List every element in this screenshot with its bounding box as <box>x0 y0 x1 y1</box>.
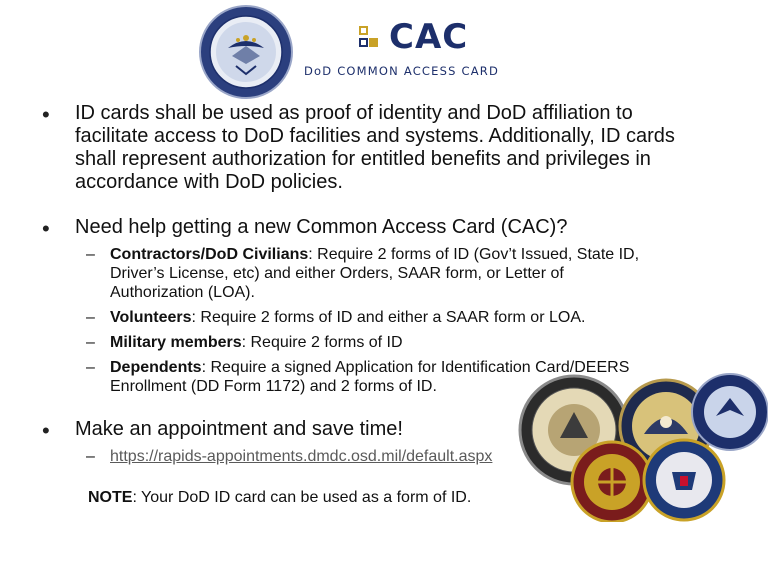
bullet-icon: • <box>42 418 50 443</box>
subitem-text: : Require 2 forms of ID and either a SAAR form or LOA. <box>191 309 586 326</box>
dash-icon: – <box>86 309 95 326</box>
cac-logo <box>303 17 543 84</box>
appointment-link[interactable]: https://rapids-appointments.dmdc.osd.mil/default.aspx <box>110 448 493 465</box>
note-label: NOTE <box>88 489 133 506</box>
appointment-link-row <box>110 447 492 466</box>
subitem-text: Authorization (LOA). <box>110 284 255 301</box>
dash-icon: – <box>86 246 95 263</box>
coast-guard-seal-icon <box>644 440 724 520</box>
service-seals-image <box>516 372 768 522</box>
dash-icon: – <box>86 359 95 376</box>
subitem-text: Enrollment (DD Form 1172) and 2 forms of ID. <box>110 378 437 395</box>
bullet-1-text <box>75 102 675 194</box>
subitem-text: Driver’s License, etc) and either Orders, SAAR form, or Letter of <box>110 265 564 282</box>
subitem-contractors <box>110 245 639 302</box>
subitem-label: Dependents <box>110 359 202 376</box>
subitem-volunteers <box>110 308 585 327</box>
bullet-1-line: ID cards shall be used as proof of identity and DoD affiliation to <box>75 102 633 124</box>
subitem-military <box>110 333 403 352</box>
bullet-1-line: shall represent authorization for entitled benefits and privileges in <box>75 148 651 170</box>
dash-icon: – <box>86 448 95 465</box>
cac-title: CAC <box>389 17 469 57</box>
cac-squares-icon <box>359 26 381 50</box>
bullet-2-text: Need help getting a new Common Access Card (CAC)? <box>75 216 568 238</box>
subitem-label: Military members <box>110 334 242 351</box>
subitem-label: Volunteers <box>110 309 192 326</box>
marine-corps-seal-icon <box>572 442 652 522</box>
bullet-1-line: facilitate access to DoD facilities and systems. Additionally, ID cards <box>75 125 675 147</box>
bullet-3-text: Make an appointment and save time! <box>75 418 403 440</box>
cac-subtitle: DoD COMMON ACCESS CARD <box>304 64 500 78</box>
subitem-label: Contractors/DoD Civilians <box>110 246 309 263</box>
dash-icon: – <box>86 334 95 351</box>
bullet-icon: • <box>42 102 50 127</box>
subitem-text: : Require 2 forms of ID <box>241 334 403 351</box>
subitem-text: : Require a signed Application for Identification Card/DEERS <box>201 359 630 376</box>
note-text: : Your DoD ID card can be used as a form of ID. <box>132 489 472 506</box>
bullet-1-line: accordance with DoD policies. <box>75 171 343 193</box>
subitem-text: : Require 2 forms of ID (Gov’t Issued, State ID, <box>308 246 640 263</box>
bullet-icon: • <box>42 216 50 241</box>
dod-seal-icon <box>198 4 294 100</box>
air-force-seal-icon <box>692 374 768 450</box>
note <box>88 488 471 507</box>
